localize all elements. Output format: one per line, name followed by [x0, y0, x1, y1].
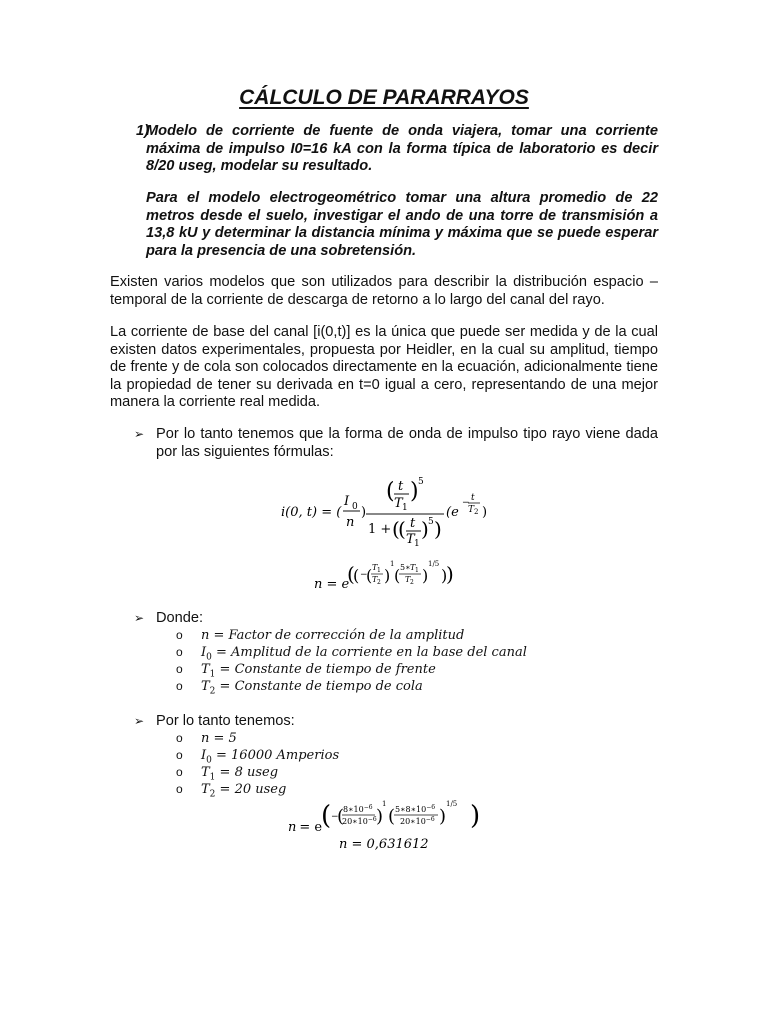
n-T1-sub: 1: [377, 567, 381, 574]
n2-lhs: n = e: [288, 820, 323, 835]
n-T2b: T: [405, 575, 411, 584]
n-pow15: 1/5: [428, 560, 440, 568]
n2-frac2-den: $20∗10^{-6}$: [400, 816, 435, 826]
formula-i0: I: [344, 494, 350, 509]
den-lparen-inner: (: [398, 517, 406, 541]
n-T1: T: [372, 563, 378, 572]
n2-pow15: 1/5: [446, 800, 458, 808]
def-sub: 2: [209, 686, 216, 697]
num-rparen: ): [410, 479, 419, 504]
def-sub: 0: [206, 652, 212, 663]
val-symbol: I: [201, 748, 207, 763]
arrow-bullet-icon: ➢: [134, 611, 145, 625]
circle-bullet-icon: o: [176, 645, 183, 659]
def-symbol: I: [201, 645, 207, 660]
body-paragraph-1: Existen varios modelos que son utilizados para describir la distribución espacio – temporal de la corriente de descarga de retorno a lo largo del canal del rayo.: [110, 274, 658, 308]
n-exp-rparen4: ): [422, 566, 429, 585]
n-T1b: T: [410, 563, 416, 572]
def-symbol: T: [201, 662, 210, 677]
n-formula-lhs: n = e: [314, 577, 350, 592]
den-lparen-outer: (: [392, 517, 400, 541]
circle-bullet-icon: o: [176, 748, 183, 762]
n-exp-rparen2: ): [441, 566, 448, 585]
n-T2-sub: 2: [377, 579, 381, 586]
val-symbol: T: [201, 765, 210, 780]
n2-frac2-num: $5∗8∗10^{-6}$: [395, 804, 436, 814]
circle-bullet-icon: o: [176, 628, 183, 642]
exp-t: t: [471, 493, 475, 503]
circle-bullet-icon: o: [176, 765, 183, 779]
n-exp-lparen4: (: [394, 566, 401, 585]
arrow-bullet-icon: ➢: [134, 714, 145, 728]
n2-minus: −: [331, 812, 339, 822]
val-text: = 16000 Amperios: [211, 748, 340, 763]
circle-bullet-icon: o: [176, 731, 183, 745]
exp-T2-sub: 2: [474, 508, 479, 516]
task-number: 1): [136, 123, 149, 139]
n2-rparen2: ): [376, 806, 384, 827]
task-paragraph-2: Para el modelo electrogeométrico tomar una altura promedio de 22 metros desde el suelo, investigar el ando de una torre de transmisión a 13,8 kU y determinar la distancia mínima y máxima que se puede esperar para la presencia de una sobretensión.: [146, 190, 658, 259]
exp-minus: −: [462, 498, 470, 508]
den-T1-sub: 1: [414, 539, 420, 549]
num-T1: T: [394, 496, 403, 511]
formula-close-paren: ): [361, 505, 367, 520]
n-result: n = 0,631612: [339, 837, 429, 852]
den-rparen-inner: ): [421, 517, 429, 541]
circle-bullet-icon: o: [176, 679, 183, 693]
val-sub: 0: [206, 755, 212, 766]
exp-e: (e: [446, 505, 459, 520]
n2-pow1: 1: [382, 800, 387, 808]
den-rparen-outer: ): [434, 517, 442, 541]
val-text: = 5: [209, 731, 237, 746]
exp-T2: T: [468, 505, 475, 515]
n-five-star: 5∗: [400, 563, 411, 572]
exp-close: ): [482, 505, 488, 520]
n-T1b-sub: 1: [415, 567, 419, 574]
den-T1: T: [406, 532, 415, 547]
val-symbol: n: [201, 731, 210, 746]
task-paragraph-1: Modelo de corriente de fuente de onda viajera, tomar una corriente máxima de impulso I0=16 kA con la forma típica de laboratorio es decir 8/20 useg, modelar su resultado.: [146, 123, 658, 175]
circle-bullet-icon: o: [176, 782, 183, 796]
page-title: CÁLCULO DE PARARRAYOS: [239, 86, 529, 109]
n-pow1: 1: [390, 560, 395, 568]
num-pow5: 5: [418, 477, 424, 487]
def-text: = Factor de corrección de la amplitud: [209, 628, 465, 643]
arrow-bullet-icon: ➢: [134, 427, 145, 441]
n-exp-rparen3: ): [384, 566, 391, 585]
n2-lparen2: (: [337, 806, 345, 827]
n2-rparen3: ): [439, 806, 447, 827]
num-lparen: (: [386, 479, 395, 504]
def-text: = Constante de tiempo de frente: [215, 662, 436, 677]
formula-i0-sub: 0: [352, 502, 358, 512]
n-T2b-sub: 2: [410, 579, 414, 586]
n-exp-minus: −: [360, 570, 368, 580]
n2-lparen: (: [321, 801, 332, 831]
n2-frac1-den: $20∗10^{-6}$: [342, 816, 377, 826]
def-symbol: T: [201, 679, 210, 694]
n-exp-rparen: ): [446, 562, 454, 586]
val-sub: 1: [209, 772, 216, 783]
n2-rparen: ): [470, 801, 481, 831]
formula-lhs: i(0, t) = (: [281, 505, 342, 520]
body-paragraph-2: La corriente de base del canal [i(0,t)] es la única que puede ser medida y de la cual existen datos experimentales, propuesta por Heidler, en la cual su amplitud, tiempo de frente y de cola son colocados directamente en la ecuación, adicionalmente tiene la propiedad de tener su derivada en t=0 igual a cero, representando de una mejor manera la corriente real medida.: [110, 324, 658, 411]
den-pow5: 5: [428, 517, 434, 527]
n2-frac1-num: $8∗10^{-6}$: [343, 804, 373, 814]
num-t: t: [398, 479, 404, 494]
den-t: t: [410, 516, 416, 531]
n2-lparen3: (: [388, 806, 396, 827]
circle-bullet-icon: o: [176, 662, 183, 676]
def-symbol: n: [201, 628, 210, 643]
den-one-plus: 1 +: [368, 522, 392, 537]
def-text: = Constante de tiempo de cola: [215, 679, 423, 694]
def-text: = Amplitud de la corriente en la base del canal: [211, 645, 527, 660]
bullet-por-lo-tanto-text: Por lo tanto tenemos:: [156, 713, 295, 729]
bullet-donde-text: Donde:: [156, 610, 204, 626]
n-exp-lparen3: (: [366, 566, 373, 585]
n-exp-lparen2: (: [353, 566, 360, 585]
val-text: = 20 useg: [215, 782, 287, 797]
n-T2: T: [372, 575, 378, 584]
bullet-formulas-text: Por lo tanto tenemos que la forma de onda de impulso tipo rayo viene dada por las siguientes fórmulas:: [156, 426, 658, 460]
num-T1-sub: 1: [402, 503, 408, 513]
val-symbol: T: [201, 782, 210, 797]
n-exp-lparen: (: [347, 562, 355, 586]
def-sub: 1: [209, 669, 216, 680]
val-text: = 8 useg: [215, 765, 279, 780]
formula-n: n: [346, 515, 355, 530]
val-sub: 2: [209, 789, 216, 800]
